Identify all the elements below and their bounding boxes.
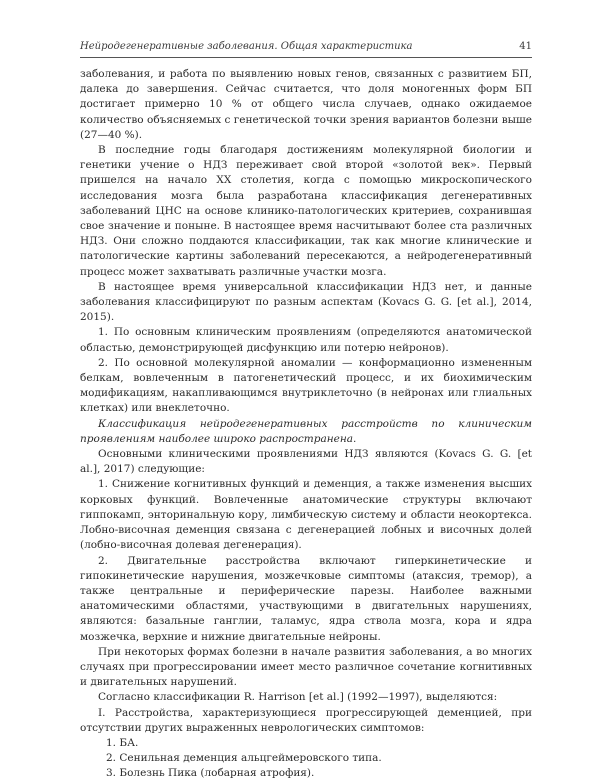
- paragraph: 2. По основной молекулярной аномалии — конформационно измененным белкам, вовлеченным в патогенетический процесс, и их биохимическим модификациям, накапливающимся внутриклеточно (в нейронах или глиальных клетках) или внеклеточно.: [80, 356, 532, 415]
- running-header: [80, 41, 532, 57]
- running-header-title: Нейродегенеративные заболевания. Общая характеристика: [80, 41, 413, 52]
- italic-paragraph: Классификация нейродегенеративных расстройств по клиническим проявлениям наиболее широко распространена.: [80, 417, 532, 445]
- page-number: 41: [519, 41, 532, 52]
- paragraph: В настоящее время универсальной классификации НДЗ нет, и данные заболевания классифицируют по разным аспектам (Kovacs G. G. [et al.], 2014, 2015).: [80, 280, 532, 324]
- paragraph: Основными клиническими проявлениями НДЗ являются (Kovacs G. G. [et al.], 2017) следующие:: [80, 448, 532, 476]
- list-item: 3. Болезнь Пика (лобарная атрофия).: [106, 767, 315, 780]
- body-text: [80, 67, 532, 782]
- paragraph: 1. По основным клиническим проявлениям (определяются анатомической областью, демонстрирующей дисфункцию или потерю нейронов).: [80, 326, 532, 354]
- header-divider: [80, 57, 532, 58]
- paragraph: Согласно классификации R. Harrison [et al.] (1992—1997), выделяются:: [98, 691, 498, 704]
- paragraph: В последние годы благодаря достижениям молекулярной биологии и генетики учение о НДЗ переживает свой второй «золотой век». Первый пришелся на начало XX столетия, когда с помощью микроскопического исследования мозга была разработана классификация дегенеративных заболеваний ЦНС на основе клинико-патологических критериев, сохранившая свое значение и поныне. В настоящее время насчитывают более ста различных НДЗ. Они сложно поддаются классификации, так как многие клинические и патологические картины заболеваний пересекаются, а нейродегенеративный процесс может захватывать различные участки мозга.: [80, 144, 532, 278]
- paragraph: 1. Снижение когнитивных функций и деменция, а также изменения высших корковых функций. Вовлеченные анатомические структуры включают гиппокамп, энторинальную кору, лимбическую систему и области неокортекса. Лобно-височная деменция связана с дегенерацией лобных и височных долей (лобно-височная долевая дегенерация).: [80, 478, 532, 552]
- list-item: 1. БА.: [106, 736, 139, 749]
- disease-list: [80, 736, 532, 782]
- paragraph: 2. Двигательные расстройства включают гиперкинетические и гипокинетические нарушения, мозжечковые симптомы (атаксия, тремор), а также центральные и периферические парезы. Наиболее важными анатомическими областями, участвующими в двигательных нарушениях, являются: базальные ганглии, таламус, ядра ствола мозга, кора и ядра мозжечка, верхние и нижние двигательные нейроны.: [80, 554, 532, 643]
- paragraph: При некоторых формах болезни в начале развития заболевания, а во многих случаях при прогрессировании имеет место различное сочетание когнитивных и двигательных нарушений.: [80, 645, 532, 689]
- paragraph: заболевания, и работа по выявлению новых генов, связанных с развитием БП, далека до завершения. Сейчас считается, что доля моногенных форм БП достигает примерно 10 % от общего числа случаев, однако ожидаемое количество объясняемых с генетической точки зрения вариантов болезни выше (27—40 %).: [80, 68, 532, 141]
- paragraph: I. Расстройства, характеризующиеся прогрессирующей деменцией, при отсутствии других выраженных неврологических симптомов:: [80, 706, 532, 734]
- list-item: 2. Сенильная деменция альцгеймеровского типа.: [106, 752, 382, 765]
